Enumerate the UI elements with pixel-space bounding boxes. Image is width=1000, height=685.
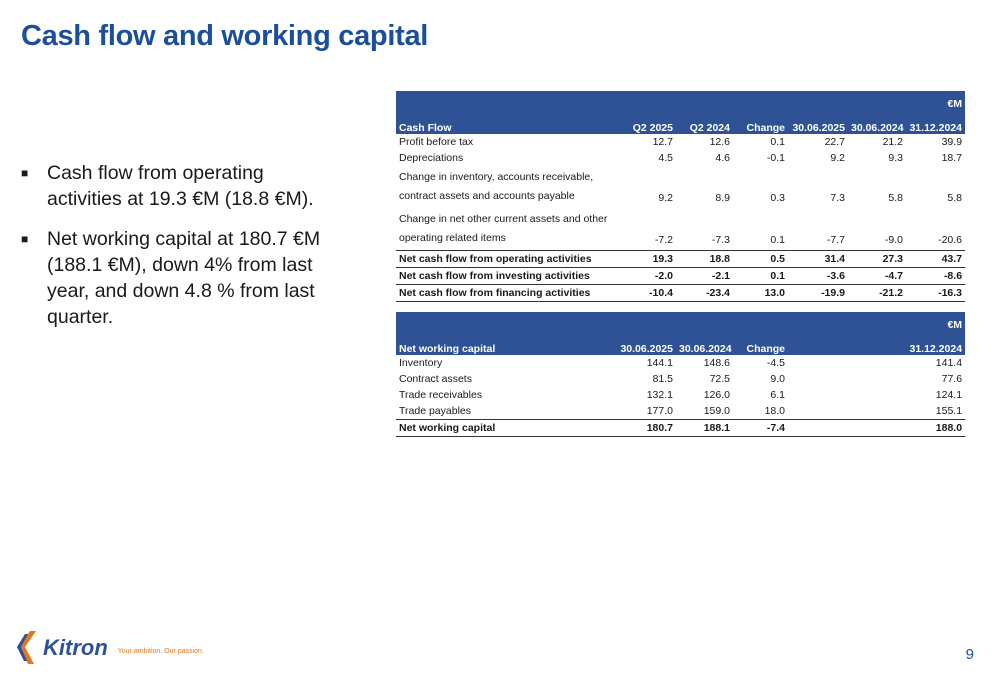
table-cell: 155.1 [935,405,963,417]
row-label: Net working capital [396,420,616,437]
row-label: Trade receivables [399,389,483,401]
table-cell: 13.0 [733,285,788,302]
table-cell: 31.4 [788,251,848,268]
unit-label: €M [396,91,965,117]
table-cell: -19.9 [788,285,848,302]
table-cell: 21.2 [882,136,903,148]
kitron-logo-icon [15,630,39,666]
table-cell: 0.1 [770,234,785,246]
row-label: Change in inventory, accounts receivable, contract assets and accounts payable [399,171,594,202]
bullet-text: Net working capital at 180.7 €M (188.1 €M), down 4% from last year, and down 4.8 % from last quarter. [47,228,321,328]
table-cell: 9.2 [658,192,673,204]
table-cell: -7.4 [733,420,788,437]
table-row [396,371,965,387]
table-cell: 22.7 [824,136,845,148]
table-row [396,403,965,420]
net-working-capital-table [396,312,965,437]
table-cell: 124.1 [935,389,963,401]
table-cell: -20.6 [938,234,963,246]
row-label: Depreciations [399,152,464,164]
cash-flow-table [396,91,965,302]
table-cell: 159.0 [703,405,730,417]
bullet-list [21,160,331,344]
table-row-total [396,251,965,268]
table-row-total [396,268,965,285]
table-cell: -2.1 [676,268,733,285]
column-header: 30.06.2024 [676,338,733,355]
row-label: Inventory [399,357,443,369]
column-header: 30.06.2025 [616,338,676,355]
table-unit-row [396,91,965,117]
table-cell: 77.6 [941,373,963,385]
table-cell: 9.3 [888,152,903,164]
table-cell: 132.1 [646,389,673,401]
table-row [396,387,965,403]
table-cell: -7.3 [711,234,730,246]
table-cell: -10.4 [616,285,676,302]
table-cell: 0.1 [770,136,785,148]
table-cell: 18.8 [676,251,733,268]
logo-tagline: Your ambition. Our passion. [117,647,204,655]
table-row [396,134,965,150]
column-header: 31.12.2024 [906,117,965,134]
bullet-item [21,160,331,212]
column-header: 30.06.2024 [848,117,906,134]
table-cell: 9.2 [830,152,845,164]
row-label: Contract assets [399,373,472,385]
page-number: 9 [965,646,974,663]
row-label: Change in net other current assets and other operating related items [399,213,608,244]
table-cell: -3.6 [788,268,848,285]
table-cell: -0.1 [766,152,785,164]
table-header-row [396,117,965,134]
table-row [396,208,965,251]
table-cell: -2.0 [616,268,676,285]
table-cell: -9.0 [884,234,903,246]
page-title: Cash flow and working capital [21,20,429,52]
row-label: Trade payables [399,405,471,417]
table-cell: 27.3 [848,251,906,268]
table-cell: 177.0 [646,405,673,417]
bullet-item [21,226,331,330]
table-cell: 144.1 [646,357,673,369]
table-cell: 81.5 [652,373,673,385]
column-header: Q2 2025 [616,117,676,134]
table-cell: 12.6 [709,136,730,148]
table-cell: -4.5 [766,357,785,369]
table-cell: 126.0 [703,389,730,401]
table-cell: 18.7 [941,152,963,164]
table-cell: -8.6 [906,268,965,285]
table-cell: 72.5 [709,373,730,385]
column-header: Change [733,338,788,355]
table-row-total [396,285,965,302]
table-row [396,166,965,208]
table-cell: 0.3 [770,192,785,204]
company-logo [15,630,204,666]
bullet-text: Cash flow from operating activities at 19.3 €M (18.8 €M). [47,162,314,210]
table-cell: -21.2 [848,285,906,302]
table-cell: 9.0 [770,373,785,385]
table-cell: 7.3 [830,192,845,204]
column-header: Cash Flow [396,117,616,134]
table-cell: -7.7 [826,234,845,246]
table-cell: 4.5 [658,152,673,164]
table-cell: -4.7 [848,268,906,285]
table-cell: 18.0 [764,405,785,417]
table-cell: 5.8 [947,192,963,204]
table-cell: 0.1 [733,268,788,285]
table-row-total [396,420,965,437]
table-cell: 180.7 [616,420,676,437]
unit-label: €M [396,312,965,338]
table-cell: -16.3 [906,285,965,302]
table-cell: -7.2 [654,234,673,246]
table-cell: 188.0 [788,420,965,437]
column-header: 30.06.2025 [788,117,848,134]
logo-wordmark: Kitron [43,635,108,660]
table-cell: -23.4 [676,285,733,302]
table-header-row [396,338,965,355]
row-label: Profit before tax [399,136,474,148]
column-header: Change [733,117,788,134]
column-header: Net working capital [396,338,616,355]
row-label: Net cash flow from financing activities [396,285,616,302]
bullet-square-icon: ■ [21,166,29,180]
table-cell: 8.9 [715,192,730,204]
table-cell: 4.6 [715,152,730,164]
table-cell: 5.8 [888,192,903,204]
table-cell: 141.4 [935,357,963,369]
table-cell: 43.7 [906,251,965,268]
table-row [396,355,965,371]
column-header: 31.12.2024 [788,338,965,355]
table-cell: 12.7 [652,136,673,148]
table-cell: 188.1 [676,420,733,437]
table-unit-row [396,312,965,338]
column-header: Q2 2024 [676,117,733,134]
table-cell: 0.5 [733,251,788,268]
table-row [396,150,965,166]
bullet-square-icon: ■ [21,232,29,246]
table-cell: 19.3 [616,251,676,268]
row-label: Net cash flow from investing activities [396,268,616,285]
table-cell: 148.6 [703,357,730,369]
table-cell: 6.1 [770,389,785,401]
row-label: Net cash flow from operating activities [396,251,616,268]
table-cell: 39.9 [941,136,963,148]
